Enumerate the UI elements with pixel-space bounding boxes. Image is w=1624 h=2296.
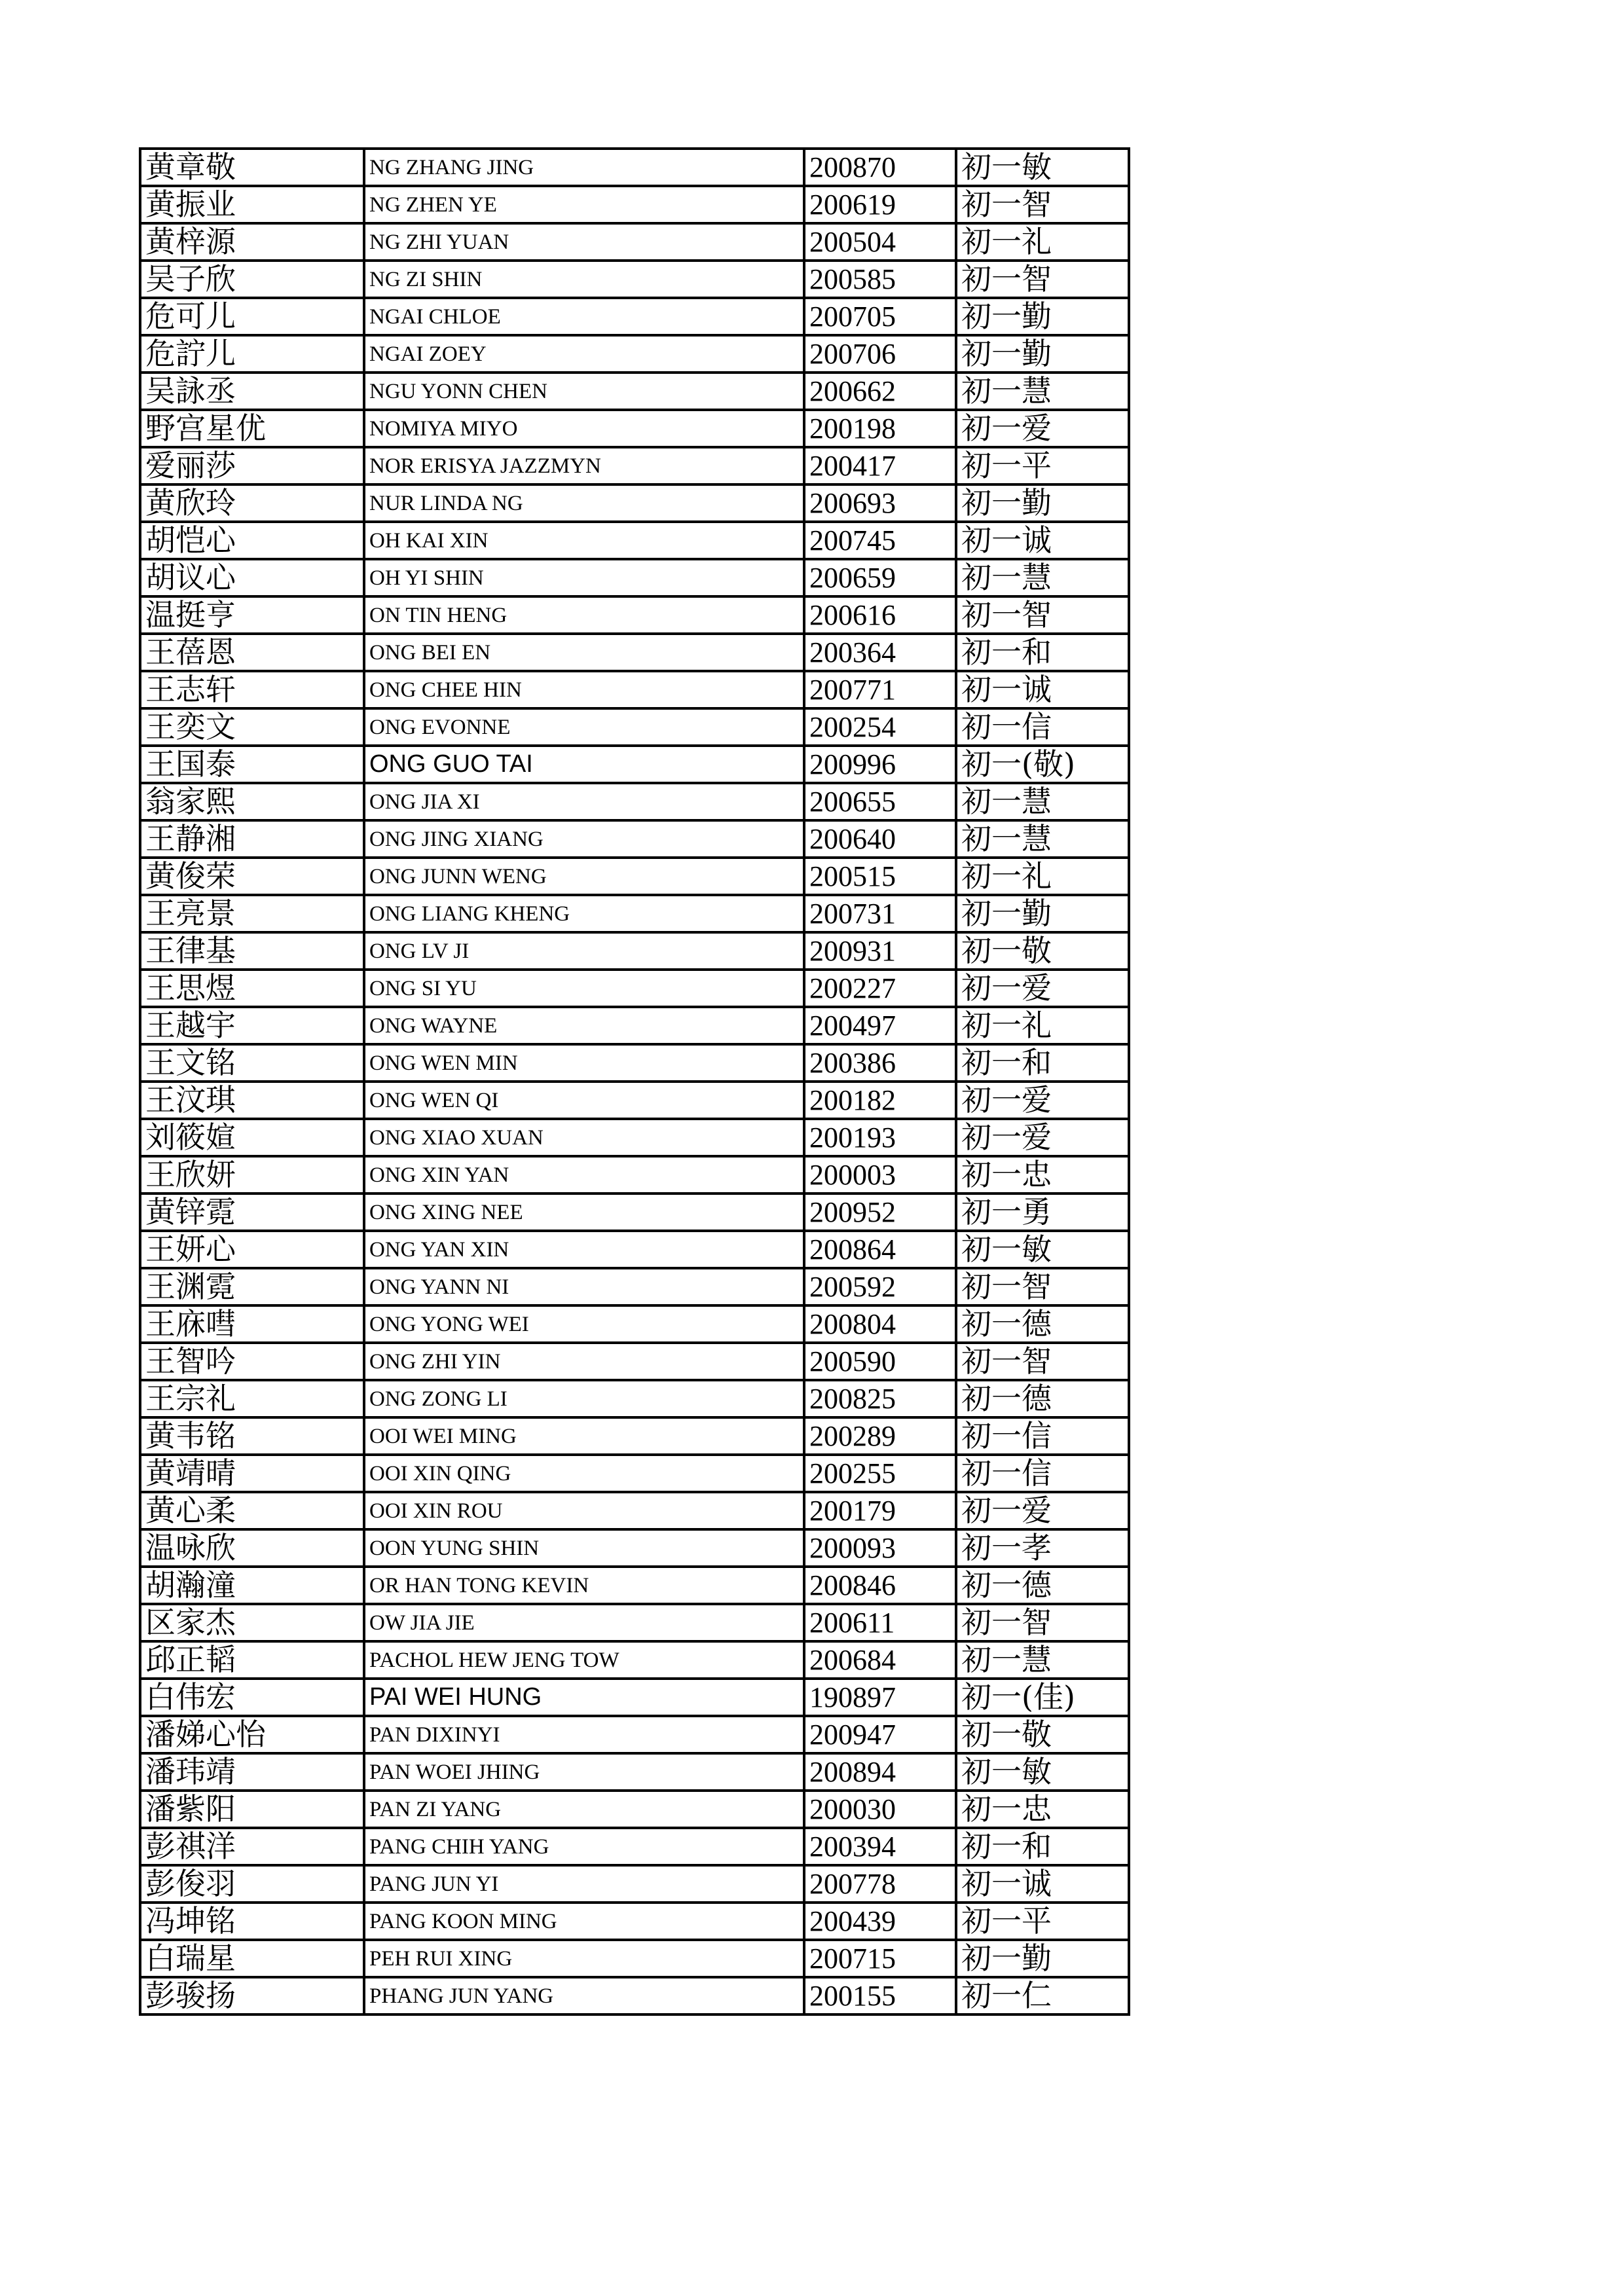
class-cell: 初一敏 (956, 1231, 1129, 1268)
table-row (140, 1865, 1129, 1903)
english-name-cell: NGAI CHLOE (364, 298, 804, 335)
student-id-cell: 200093 (804, 1529, 956, 1567)
english-name-cell: ONG LV JI (364, 932, 804, 970)
english-name-cell: ONG LIANG KHENG (364, 895, 804, 932)
class-cell: 初一孝 (956, 1529, 1129, 1567)
chinese-name-cell: 危詝儿 (140, 335, 364, 373)
english-name-cell: ON TIN HENG (364, 596, 804, 634)
english-name-cell: PAI WEI HUNG (364, 1679, 804, 1716)
english-name-cell: PAN DIXINYI (364, 1716, 804, 1753)
class-cell: 初一德 (956, 1567, 1129, 1604)
student-id-cell: 200846 (804, 1567, 956, 1604)
chinese-name-cell: 王蓓恩 (140, 634, 364, 671)
english-name-cell: ONG XING NEE (364, 1194, 804, 1231)
class-cell: 初一礼 (956, 1007, 1129, 1044)
english-name-cell: NG ZHEN YE (364, 186, 804, 223)
english-name-cell: PEH RUI XING (364, 1940, 804, 1977)
chinese-name-cell: 王汶琪 (140, 1082, 364, 1119)
student-id-cell: 200771 (804, 671, 956, 708)
class-cell: 初一智 (956, 186, 1129, 223)
student-id-cell: 200497 (804, 1007, 956, 1044)
student-id-cell: 200894 (804, 1753, 956, 1791)
table-row (140, 1044, 1129, 1082)
table-row (140, 1194, 1129, 1231)
chinese-name-cell: 彭祺洋 (140, 1828, 364, 1865)
chinese-name-cell: 黄欣玲 (140, 484, 364, 522)
chinese-name-cell: 胡议心 (140, 559, 364, 596)
chinese-name-cell: 翁家熙 (140, 783, 364, 820)
class-cell: 初一和 (956, 634, 1129, 671)
chinese-name-cell: 白伟宏 (140, 1679, 364, 1716)
chinese-name-cell: 区家杰 (140, 1604, 364, 1641)
english-name-cell: ONG GUO TAI (364, 746, 804, 783)
class-cell: 初一敏 (956, 149, 1129, 186)
class-cell: 初一忠 (956, 1156, 1129, 1194)
class-cell: 初一慧 (956, 1641, 1129, 1679)
student-id-cell: 200592 (804, 1268, 956, 1305)
table-row (140, 1231, 1129, 1268)
chinese-name-cell: 王律基 (140, 932, 364, 970)
chinese-name-cell: 邱正韬 (140, 1641, 364, 1679)
class-cell: 初一爱 (956, 1082, 1129, 1119)
english-name-cell: NOMIYA MIYO (364, 410, 804, 447)
english-name-cell: PAN ZI YANG (364, 1791, 804, 1828)
chinese-name-cell: 刘筱媗 (140, 1119, 364, 1156)
chinese-name-cell: 黄章敬 (140, 149, 364, 186)
chinese-name-cell: 王渊霓 (140, 1268, 364, 1305)
student-id-cell: 200996 (804, 746, 956, 783)
chinese-name-cell: 黄锌霓 (140, 1194, 364, 1231)
english-name-cell: ONG JIA XI (364, 783, 804, 820)
table-row (140, 298, 1129, 335)
table-row (140, 1455, 1129, 1492)
chinese-name-cell: 王静湘 (140, 820, 364, 858)
class-cell: 初一勤 (956, 484, 1129, 522)
table-row (140, 484, 1129, 522)
chinese-name-cell: 吴子欣 (140, 261, 364, 298)
student-id-cell: 200179 (804, 1492, 956, 1529)
chinese-name-cell: 王亮景 (140, 895, 364, 932)
chinese-name-cell: 潘娣心怡 (140, 1716, 364, 1753)
student-id-cell: 200289 (804, 1417, 956, 1455)
student-id-cell: 200619 (804, 186, 956, 223)
student-roster-table (139, 147, 1130, 2016)
table-row (140, 1529, 1129, 1567)
class-cell: 初一仁 (956, 1977, 1129, 2014)
table-row (140, 1753, 1129, 1791)
class-cell: 初一礼 (956, 858, 1129, 895)
english-name-cell: ONG YONG WEI (364, 1305, 804, 1343)
student-id-cell: 200731 (804, 895, 956, 932)
class-cell: 初一勤 (956, 895, 1129, 932)
chinese-name-cell: 黄心柔 (140, 1492, 364, 1529)
student-id-cell: 200198 (804, 410, 956, 447)
student-id-cell: 190897 (804, 1679, 956, 1716)
student-id-cell: 200182 (804, 1082, 956, 1119)
table-row (140, 1903, 1129, 1940)
student-id-cell: 200227 (804, 970, 956, 1007)
class-cell: 初一慧 (956, 820, 1129, 858)
english-name-cell: NG ZHANG JING (364, 149, 804, 186)
chinese-name-cell: 胡恺心 (140, 522, 364, 559)
table-row (140, 634, 1129, 671)
chinese-name-cell: 吴詠丞 (140, 373, 364, 410)
student-id-cell: 200662 (804, 373, 956, 410)
chinese-name-cell: 胡瀚潼 (140, 1567, 364, 1604)
chinese-name-cell: 彭俊羽 (140, 1865, 364, 1903)
class-cell: 初一诚 (956, 522, 1129, 559)
english-name-cell: OH KAI XIN (364, 522, 804, 559)
class-cell: 初一智 (956, 1604, 1129, 1641)
english-name-cell: ONG JUNN WENG (364, 858, 804, 895)
student-id-cell: 200417 (804, 447, 956, 484)
table-row (140, 223, 1129, 261)
table-row (140, 1604, 1129, 1641)
chinese-name-cell: 潘紫阳 (140, 1791, 364, 1828)
student-id-cell: 200254 (804, 708, 956, 746)
table-row (140, 522, 1129, 559)
table-row (140, 932, 1129, 970)
class-cell: 初一敏 (956, 1753, 1129, 1791)
student-id-cell: 200659 (804, 559, 956, 596)
table-row (140, 1641, 1129, 1679)
class-cell: 初一德 (956, 1380, 1129, 1417)
english-name-cell: ONG ZONG LI (364, 1380, 804, 1417)
table-row (140, 820, 1129, 858)
class-cell: 初一慧 (956, 783, 1129, 820)
chinese-name-cell: 爱丽莎 (140, 447, 364, 484)
chinese-name-cell: 黄韦铭 (140, 1417, 364, 1455)
student-id-cell: 200706 (804, 335, 956, 373)
english-name-cell: ONG BEI EN (364, 634, 804, 671)
chinese-name-cell: 黄俊荣 (140, 858, 364, 895)
english-name-cell: ONG XIN YAN (364, 1156, 804, 1194)
table-row (140, 783, 1129, 820)
class-cell: 初一爱 (956, 970, 1129, 1007)
class-cell: 初一信 (956, 708, 1129, 746)
class-cell: 初一智 (956, 1268, 1129, 1305)
student-id-cell: 200155 (804, 1977, 956, 2014)
english-name-cell: ONG ZHI YIN (364, 1343, 804, 1380)
class-cell: 初一爱 (956, 1492, 1129, 1529)
english-name-cell: PAN WOEI JHING (364, 1753, 804, 1791)
english-name-cell: ONG WEN MIN (364, 1044, 804, 1082)
class-cell: 初一信 (956, 1455, 1129, 1492)
chinese-name-cell: 王越宇 (140, 1007, 364, 1044)
table-row (140, 1156, 1129, 1194)
student-id-cell: 200655 (804, 783, 956, 820)
student-id-cell: 200590 (804, 1343, 956, 1380)
english-name-cell: OOI XIN ROU (364, 1492, 804, 1529)
english-name-cell: PHANG JUN YANG (364, 1977, 804, 2014)
class-cell: 初一忠 (956, 1791, 1129, 1828)
table-row (140, 708, 1129, 746)
english-name-cell: OH YI SHIN (364, 559, 804, 596)
student-id-cell: 200364 (804, 634, 956, 671)
student-id-cell: 200947 (804, 1716, 956, 1753)
student-id-cell: 200003 (804, 1156, 956, 1194)
student-id-cell: 200386 (804, 1044, 956, 1082)
english-name-cell: NG ZI SHIN (364, 261, 804, 298)
class-cell: 初一(敬) (956, 746, 1129, 783)
english-name-cell: ONG YAN XIN (364, 1231, 804, 1268)
table-row (140, 1492, 1129, 1529)
chinese-name-cell: 王智吟 (140, 1343, 364, 1380)
table-row (140, 373, 1129, 410)
table-row (140, 1791, 1129, 1828)
english-name-cell: OON YUNG SHIN (364, 1529, 804, 1567)
student-id-cell: 200640 (804, 820, 956, 858)
class-cell: 初一智 (956, 261, 1129, 298)
english-name-cell: NGAI ZOEY (364, 335, 804, 373)
chinese-name-cell: 王思煜 (140, 970, 364, 1007)
chinese-name-cell: 温挺亨 (140, 596, 364, 634)
table-row (140, 261, 1129, 298)
student-id-cell: 200864 (804, 1231, 956, 1268)
student-id-cell: 200439 (804, 1903, 956, 1940)
table-row (140, 1679, 1129, 1716)
student-id-cell: 200715 (804, 1940, 956, 1977)
english-name-cell: ONG JING XIANG (364, 820, 804, 858)
class-cell: 初一勤 (956, 335, 1129, 373)
table-row (140, 1567, 1129, 1604)
class-cell: 初一敬 (956, 1716, 1129, 1753)
table-row (140, 335, 1129, 373)
class-cell: 初一爱 (956, 1119, 1129, 1156)
student-id-cell: 200504 (804, 223, 956, 261)
english-name-cell: PACHOL HEW JENG TOW (364, 1641, 804, 1679)
english-name-cell: NGU YONN CHEN (364, 373, 804, 410)
chinese-name-cell: 野宫星优 (140, 410, 364, 447)
table-row (140, 1417, 1129, 1455)
student-id-cell: 200745 (804, 522, 956, 559)
table-row (140, 1305, 1129, 1343)
english-name-cell: OR HAN TONG KEVIN (364, 1567, 804, 1604)
table-row (140, 1343, 1129, 1380)
english-name-cell: PANG JUN YI (364, 1865, 804, 1903)
chinese-name-cell: 王宗礼 (140, 1380, 364, 1417)
class-cell: 初一德 (956, 1305, 1129, 1343)
chinese-name-cell: 冯坤铭 (140, 1903, 364, 1940)
student-id-cell: 200952 (804, 1194, 956, 1231)
table-row (140, 596, 1129, 634)
class-cell: 初一(佳) (956, 1679, 1129, 1716)
table-row (140, 447, 1129, 484)
english-name-cell: ONG EVONNE (364, 708, 804, 746)
table-row (140, 858, 1129, 895)
chinese-name-cell: 王奕文 (140, 708, 364, 746)
english-name-cell: ONG WAYNE (364, 1007, 804, 1044)
class-cell: 初一智 (956, 596, 1129, 634)
chinese-name-cell: 王志轩 (140, 671, 364, 708)
class-cell: 初一勇 (956, 1194, 1129, 1231)
chinese-name-cell: 王妍心 (140, 1231, 364, 1268)
class-cell: 初一爱 (956, 410, 1129, 447)
student-id-cell: 200611 (804, 1604, 956, 1641)
english-name-cell: PANG CHIH YANG (364, 1828, 804, 1865)
class-cell: 初一平 (956, 1903, 1129, 1940)
table-row (140, 1940, 1129, 1977)
english-name-cell: NOR ERISYA JAZZMYN (364, 447, 804, 484)
student-id-cell: 200515 (804, 858, 956, 895)
table-row (140, 895, 1129, 932)
class-cell: 初一勤 (956, 1940, 1129, 1977)
class-cell: 初一礼 (956, 223, 1129, 261)
student-id-cell: 200255 (804, 1455, 956, 1492)
chinese-name-cell: 白瑞星 (140, 1940, 364, 1977)
table-row (140, 410, 1129, 447)
english-name-cell: ONG WEN QI (364, 1082, 804, 1119)
table-row (140, 970, 1129, 1007)
chinese-name-cell: 王庥嘒 (140, 1305, 364, 1343)
english-name-cell: ONG CHEE HIN (364, 671, 804, 708)
table-row (140, 1119, 1129, 1156)
table-row (140, 1828, 1129, 1865)
class-cell: 初一慧 (956, 373, 1129, 410)
student-id-cell: 200778 (804, 1865, 956, 1903)
class-cell: 初一敬 (956, 932, 1129, 970)
table-row (140, 671, 1129, 708)
table-row (140, 1268, 1129, 1305)
english-name-cell: ONG XIAO XUAN (364, 1119, 804, 1156)
table-row (140, 746, 1129, 783)
chinese-name-cell: 危可儿 (140, 298, 364, 335)
student-id-cell: 200870 (804, 149, 956, 186)
table-row (140, 1716, 1129, 1753)
roster-body (140, 149, 1129, 2014)
class-cell: 初一信 (956, 1417, 1129, 1455)
class-cell: 初一诚 (956, 1865, 1129, 1903)
chinese-name-cell: 温咏欣 (140, 1529, 364, 1567)
table-row (140, 1082, 1129, 1119)
student-id-cell: 200693 (804, 484, 956, 522)
chinese-name-cell: 王欣妍 (140, 1156, 364, 1194)
english-name-cell: OW JIA JIE (364, 1604, 804, 1641)
chinese-name-cell: 黄梓源 (140, 223, 364, 261)
english-name-cell: NUR LINDA NG (364, 484, 804, 522)
class-cell: 初一诚 (956, 671, 1129, 708)
english-name-cell: PANG KOON MING (364, 1903, 804, 1940)
class-cell: 初一和 (956, 1044, 1129, 1082)
student-id-cell: 200193 (804, 1119, 956, 1156)
table-row (140, 1380, 1129, 1417)
chinese-name-cell: 黄靖晴 (140, 1455, 364, 1492)
chinese-name-cell: 潘玮靖 (140, 1753, 364, 1791)
class-cell: 初一平 (956, 447, 1129, 484)
chinese-name-cell: 黄振业 (140, 186, 364, 223)
table-row (140, 559, 1129, 596)
english-name-cell: OOI WEI MING (364, 1417, 804, 1455)
student-id-cell: 200825 (804, 1380, 956, 1417)
student-roster-sheet (139, 147, 1128, 2016)
student-id-cell: 200585 (804, 261, 956, 298)
table-row (140, 1007, 1129, 1044)
english-name-cell: NG ZHI YUAN (364, 223, 804, 261)
class-cell: 初一勤 (956, 298, 1129, 335)
chinese-name-cell: 王文铭 (140, 1044, 364, 1082)
student-id-cell: 200804 (804, 1305, 956, 1343)
class-cell: 初一智 (956, 1343, 1129, 1380)
class-cell: 初一慧 (956, 559, 1129, 596)
chinese-name-cell: 彭骏扬 (140, 1977, 364, 2014)
student-id-cell: 200616 (804, 596, 956, 634)
student-id-cell: 200394 (804, 1828, 956, 1865)
english-name-cell: ONG SI YU (364, 970, 804, 1007)
student-id-cell: 200705 (804, 298, 956, 335)
english-name-cell: ONG YANN NI (364, 1268, 804, 1305)
student-id-cell: 200684 (804, 1641, 956, 1679)
student-id-cell: 200030 (804, 1791, 956, 1828)
table-row (140, 186, 1129, 223)
english-name-cell: OOI XIN QING (364, 1455, 804, 1492)
table-row (140, 1977, 1129, 2014)
table-row (140, 149, 1129, 186)
chinese-name-cell: 王国泰 (140, 746, 364, 783)
class-cell: 初一和 (956, 1828, 1129, 1865)
student-id-cell: 200931 (804, 932, 956, 970)
